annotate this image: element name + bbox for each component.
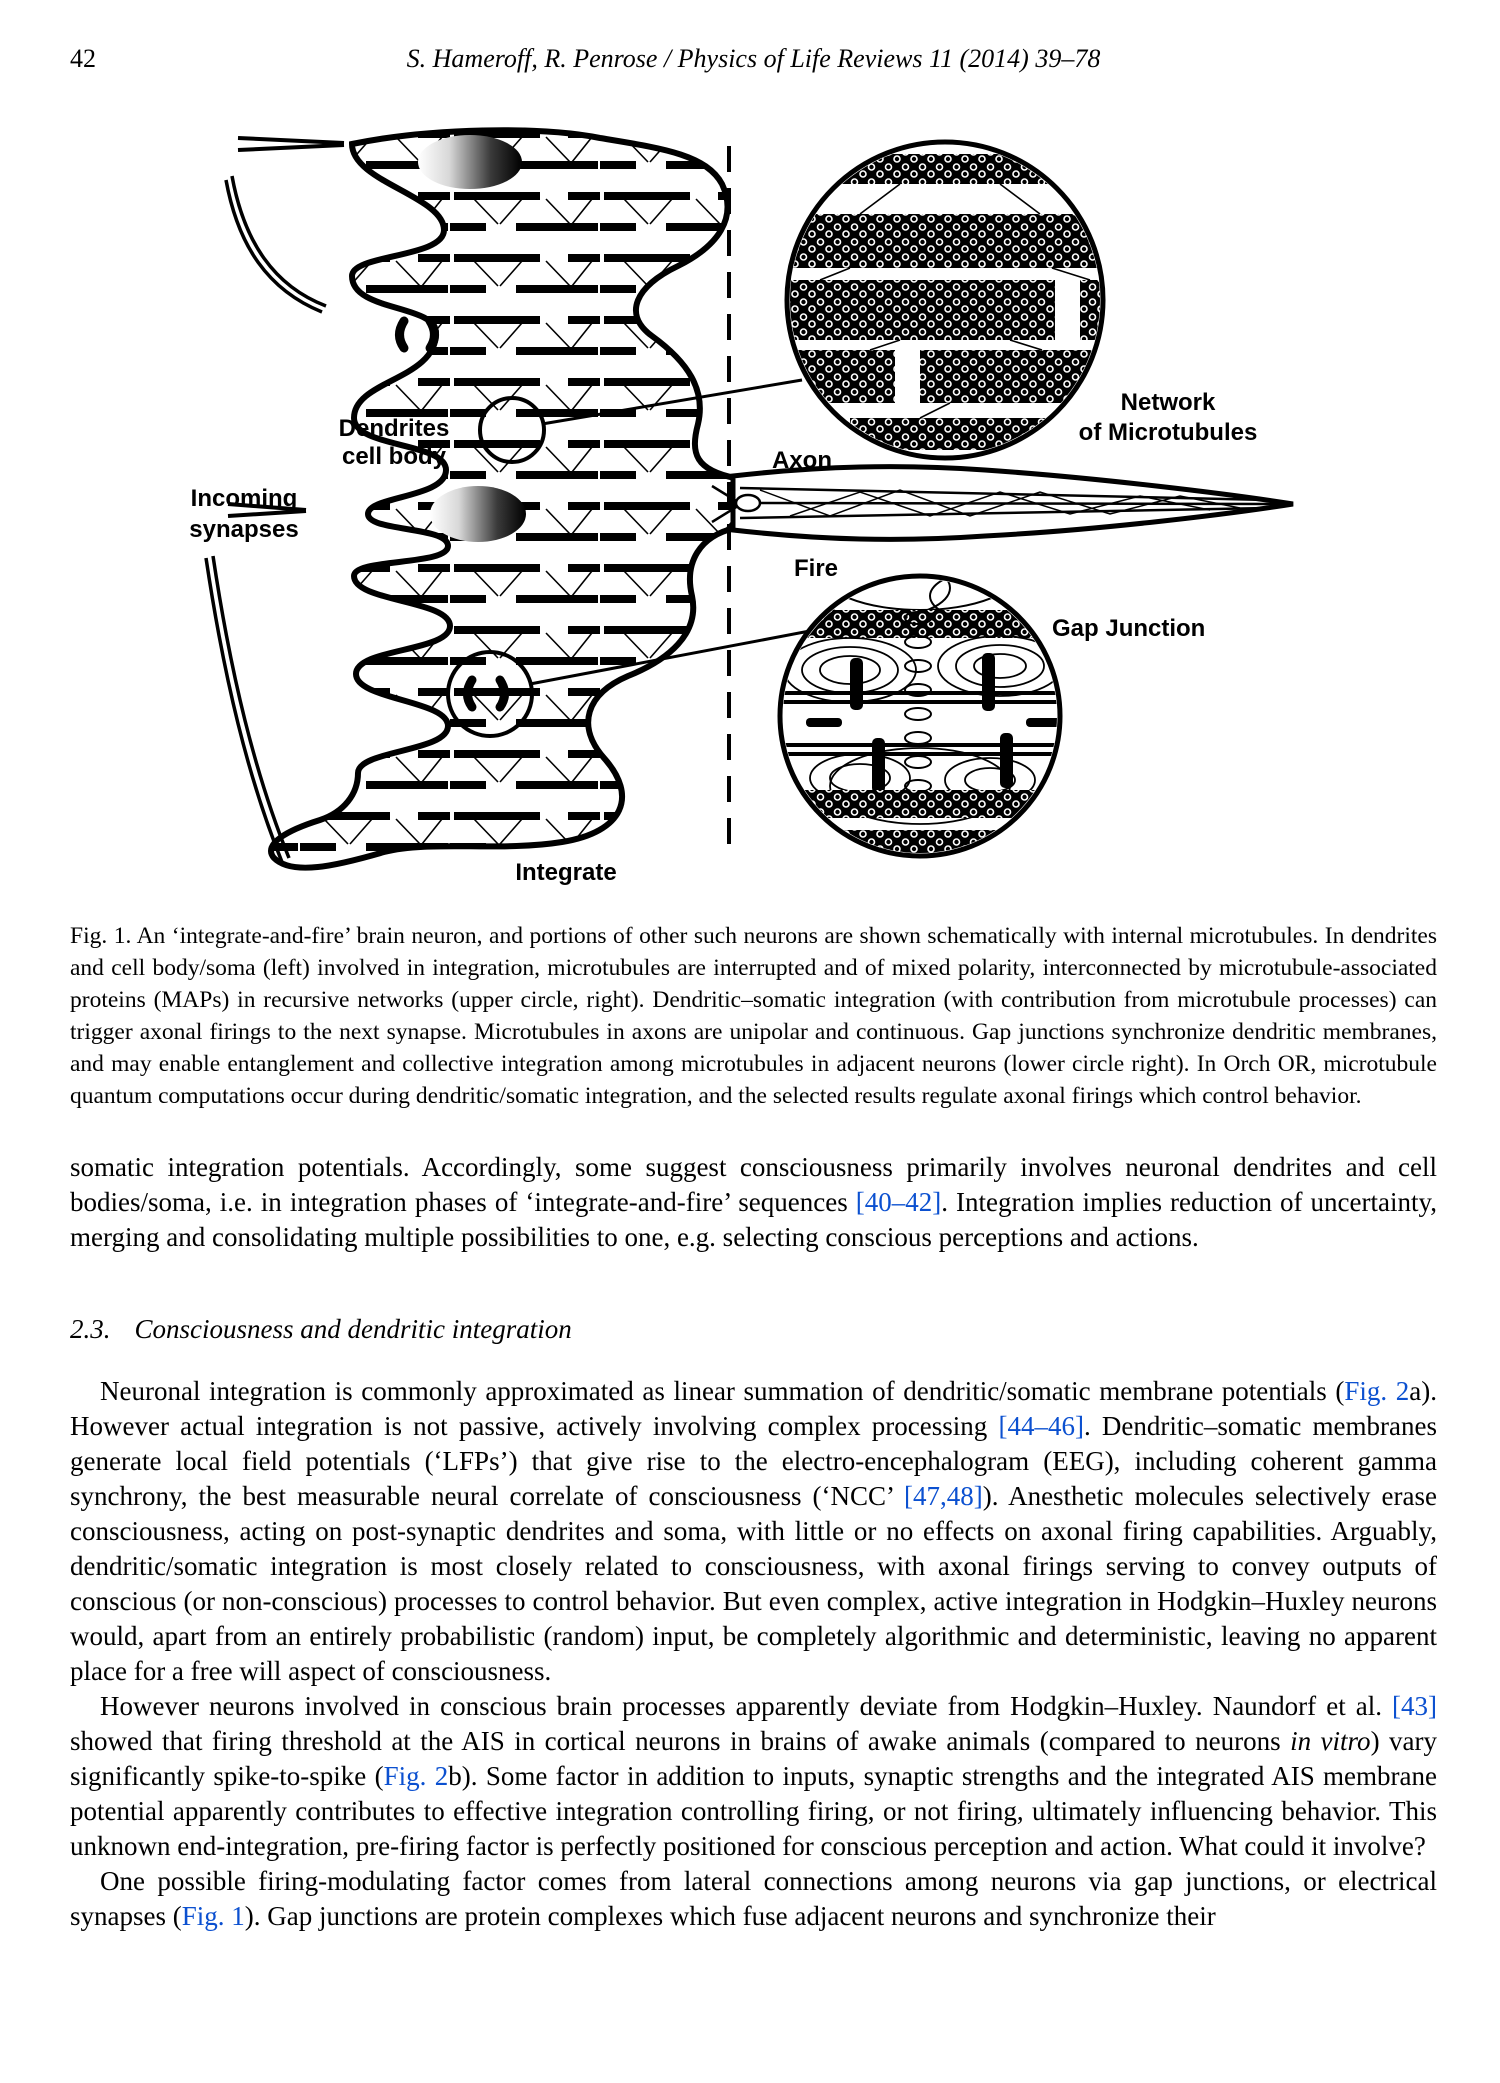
top-left-synapse-curve bbox=[226, 176, 326, 312]
ref-link[interactable]: [44–46] bbox=[998, 1411, 1084, 1441]
synapses-label: synapses bbox=[189, 516, 299, 543]
ref-link[interactable]: Fig. 2 bbox=[1344, 1376, 1410, 1406]
fire-label: Fire bbox=[794, 555, 839, 582]
text-run: somatic integration potentials. Accordingly, some suggest consciousness primarily involves neuronal dendrites and cell bodies/soma, i.e. in integration phases of ‘integrate-and-fire’ sequences bbox=[70, 1152, 1437, 1217]
text-run: showed that firing threshold at the AIS in cortical neurons in brains of awake animals (compared to neurons bbox=[70, 1726, 1291, 1756]
neuron-diagram bbox=[0, 118, 1500, 913]
gap-junction-label: Gap Junction bbox=[1052, 615, 1206, 642]
cell-body-label: cell body bbox=[341, 443, 447, 470]
apical-nucleus bbox=[418, 135, 522, 189]
figure-1 bbox=[0, 118, 1500, 913]
italic-text: in vitro bbox=[1290, 1726, 1371, 1756]
axon-hillock-lens bbox=[736, 495, 760, 511]
ref-link[interactable]: Fig. 2 bbox=[383, 1761, 449, 1791]
ref-link[interactable]: Fig. 1 bbox=[181, 1901, 245, 1931]
network-label-line1: Network bbox=[1120, 389, 1216, 416]
dendrites-label: Dendrites bbox=[338, 415, 450, 442]
bottom-left-synapse-curve bbox=[206, 556, 289, 862]
text-run: One possible firing-modulating factor comes from lateral connections among neurons via gap junctions, or electrical synapses ( bbox=[70, 1866, 1437, 1931]
text-run: However neurons involved in conscious brain processes apparently deviate from Hodgkin–Huxley. Naundorf et al. bbox=[100, 1691, 1393, 1721]
section-heading bbox=[70, 1312, 1437, 1347]
text-run: b). Some factor in addition to inputs, synaptic strengths and the integrated AIS membrane potential apparently contributes to effective integration controlling firing, or not firing, ultimately influencing behavior. This unknown end-integration, pre-firing factor is perfectly positioned for conscious perception and action. What could it involve? bbox=[70, 1761, 1438, 1861]
incoming-label: Incoming bbox=[190, 485, 298, 512]
section-title: Consciousness and dendritic integration bbox=[134, 1314, 572, 1344]
ref-link[interactable]: [47,48] bbox=[904, 1481, 983, 1511]
text-run: . Integration implies reduction of uncertainty, merging and consolidating multiple possibilities to one, e.g. selecting conscious perceptions and actions. bbox=[70, 1187, 1437, 1252]
text-run: a). However actual integration is not passive, actively involving complex processing bbox=[70, 1376, 1437, 1441]
ref-link[interactable]: [40–42] bbox=[855, 1187, 942, 1217]
running-title: S. Hameroff, R. Penrose / Physics of Life Reviews 11 (2014) 39–78 bbox=[406, 44, 1101, 73]
text-run: . Dendritic–somatic membranes generate local field potentials (‘LFPs’) that give rise to the electro-encephalogram (EEG), including coherent gamma synchrony, the best measurable neural correlate of consciousness (‘NCC’ bbox=[70, 1411, 1437, 1511]
figure-caption bbox=[70, 920, 1437, 1112]
network-of-microtubules-circle bbox=[787, 142, 1103, 458]
soma-nucleus bbox=[430, 486, 526, 542]
paragraph-one-possible bbox=[70, 1864, 1437, 1934]
paragraph-however-neurons bbox=[70, 1689, 1437, 1864]
paragraph-neuronal-integration bbox=[70, 1374, 1437, 1689]
running-head bbox=[70, 44, 1437, 80]
axon-label: Axon bbox=[772, 447, 832, 474]
text-run: ). Gap junctions are protein complexes which fuse adjacent neurons and synchronize their bbox=[244, 1901, 1216, 1931]
text-run: Fig. 1. An ‘integrate-and-fire’ brain neuron, and portions of other such neurons are shown schematically with internal microtubules. In dendrites and cell body/soma (left) involved in integration, microtubules are interrupted and of mixed polarity, interconnected by microtubule-associated proteins (MAPs) in recursive networks (upper circle, right). Dendritic–somatic integration (with contribution from microtubule processes) can trigger axonal firings to the next synapse. Microtubules in axons are unipolar and continuous. Gap junctions synchronize dendritic membranes, and may enable entanglement and collective integration among microtubules in adjacent neurons (lower circle right). In Orch OR, microtubule quantum computations occur during dendritic/somatic integration, and the selected results regulate axonal firings which control behavior. bbox=[70, 923, 1437, 1109]
top-synapse-arrow bbox=[238, 138, 344, 150]
text-run: ) vary significantly spike-to-spike ( bbox=[70, 1726, 1437, 1791]
page-number: 42 bbox=[70, 44, 96, 73]
paragraph-continuation bbox=[70, 1150, 1437, 1255]
ref-link[interactable]: [43] bbox=[1392, 1691, 1437, 1721]
axon-shape bbox=[712, 467, 1293, 540]
article-body bbox=[70, 1150, 1437, 1934]
text-run: ). Anesthetic molecules selectively erase consciousness, acting on post-synaptic dendrites and soma, with little or no effects on axonal firing capabilities. Arguably, dendritic/somatic integration is most closely related to consciousness, with axonal firings serving to convey outputs of conscious (or non-conscious) processes to control behavior. But even complex, active integration in Hodgkin–Huxley neurons would, apart from an entirely probabilistic (random) input, be completely algorithmic and deterministic, leaving no apparent place for a free will aspect of consciousness. bbox=[70, 1481, 1437, 1686]
section-number: 2.3. bbox=[70, 1314, 111, 1344]
text-run: Neuronal integration is commonly approximated as linear summation of dendritic/somatic membrane potentials ( bbox=[100, 1376, 1345, 1406]
network-label-line2: of Microtubules bbox=[1078, 419, 1258, 446]
dendrite-gap-junction-upper bbox=[400, 321, 435, 348]
integrate-label: Integrate bbox=[515, 859, 617, 886]
